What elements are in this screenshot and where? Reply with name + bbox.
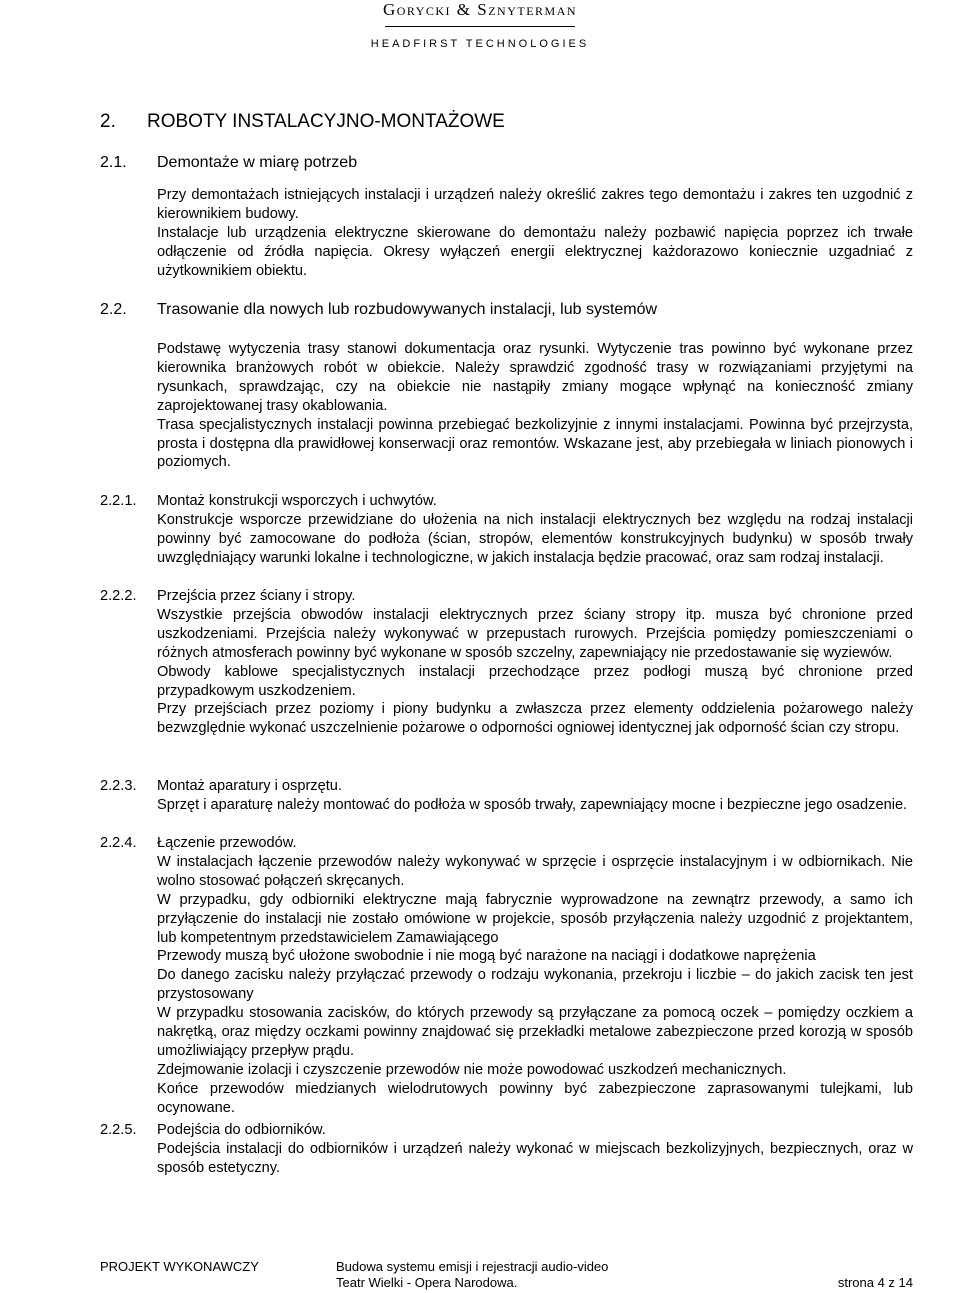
brand-tagline: HEADFIRST TECHNOLOGIES bbox=[370, 38, 590, 50]
subsection-title: Łączenie przewodów. bbox=[157, 835, 297, 851]
paragraph: Obwody kablowe specjalistycznych instalacji przechodzące przez podłogi muszą być chronione przed przypadkowym uszkodzeniem. bbox=[157, 663, 913, 699]
paragraph: Wszystkie przejścia obwodów instalacji elektrycznych przez ściany stropy itp. musza być chronione przed uszkodzeniami. Przejścia należy wykonywać w przepustach rurowych. Przejścia pomiędzy pomieszczeniami o różnych atmosferach powinny być wykonane w sposób szczelny, zapewniający nie przedostawanie się wyziewów. bbox=[157, 606, 913, 661]
paragraph: Do danego zacisku należy przyłączać przewody o rodzaju wykonania, przekroju i liczbie – do jakich zacisk ten jest przystosowany bbox=[157, 967, 913, 1003]
section-number: 2.2. bbox=[100, 301, 127, 318]
footer-client: Teatr Wielki - Opera Narodowa. bbox=[336, 1275, 518, 1290]
footer-project-title: Budowa systemu emisji i rejestracji audio-video bbox=[336, 1259, 609, 1274]
subsection-number: 2.2.2. bbox=[100, 588, 137, 604]
subsection-number: 2.2.4. bbox=[100, 835, 137, 851]
subsection-title: Montaż konstrukcji wsporczych i uchwytów. bbox=[157, 493, 437, 509]
subsection-2-2-1 bbox=[100, 492, 913, 568]
section-body-2-1 bbox=[157, 186, 913, 281]
paragraph: Konstrukcje wsporcze przewidziane do ułożenia na nich instalacji elektrycznych bez względu na rodzaj instalacji powinny być zamocowane do podłoża (ścian, stropów, elementów konstrukcyjnych budynku) w sposób trwały uwzględniający warunki lokalne i technologiczne, w jakich instalacja będzie pracować, oraz sam rodzaj instalacji. bbox=[157, 511, 913, 566]
section-heading-2-1 bbox=[100, 154, 357, 172]
subsection-number: 2.2.1. bbox=[100, 493, 137, 509]
page-footer bbox=[100, 1259, 913, 1293]
subsection-title: Podejścia do odbiorników. bbox=[157, 1122, 326, 1138]
paragraph: W instalacjach łączenie przewodów należy wykonywać w sprzęcie i osprzęcie instalacyjnym i w odbiornikach. Nie wolno stosować połączeń skręcanych. bbox=[157, 853, 913, 889]
footer-project-type: PROJEKT WYKONAWCZY bbox=[100, 1259, 259, 1274]
paragraph: Zdejmowanie izolacji i czyszczenie przewodów nie może powodować uszkodzeń mechanicznych. bbox=[157, 1061, 787, 1078]
section-title: Trasowanie dla nowych lub rozbudowywanych instalacji, lub systemów bbox=[157, 301, 658, 318]
paragraph: W przypadku, gdy odbiorniki elektryczne mają fabrycznie wyprowadzone na zewnątrz przewody, a samo ich przyłączenie do instalacji nie zostało omówione w projekcie, sposób przyłączenia należy uzgodnić z projektantem, lub kompetentnym przedstawicielem Zamawiającego bbox=[157, 891, 913, 946]
subsection-2-2-2 bbox=[100, 587, 913, 738]
footer-page-number: strona 4 z 14 bbox=[837, 1275, 913, 1290]
brand-name: Gorycki & Sznyterman bbox=[382, 0, 578, 19]
paragraph: Instalacje lub urządzenia elektryczne skierowane do demontażu należy pozbawić napięcia poprzez ich trwałe odłączenie od źródła napięcia. Okresy wyłączeń energii elektrycznej każdorazowo koniecznie uzgadniać z użytkownikiem obiektu. bbox=[157, 224, 913, 279]
section-number: 2.1. bbox=[100, 154, 127, 171]
section-body-2-2 bbox=[157, 340, 913, 472]
paragraph: W przypadku stosowania zacisków, do których przewody są przyłączane za pomocą oczek – pomiędzy oczkiem a nakrętką, oraz między oczkami powinny znajdować się przekładki metalowe zabezpieczone przed korozją w sposób umożliwiający przepływ prądu. bbox=[157, 1005, 913, 1059]
section-title: Demontaże w miarę potrzeb bbox=[157, 154, 358, 171]
paragraph: Końce przewodów miedzianych wielodrutowych powinny być zabezpieczone zaprasowanymi tulejkami, lub ocynowane. bbox=[157, 1080, 913, 1116]
paragraph: Sprzęt i aparaturę należy montować do podłoża w sposób trwały, zapewniający mocne i bezpieczne jego osadzenie. bbox=[157, 796, 908, 813]
paragraph: Podstawę wytyczenia trasy stanowi dokumentacja oraz rysunki. Wytyczenie tras powinno być wykonane przez kierownika branżowych robót w obiekcie. Należy sprawdzić zgodność trasy w rozwiązaniami przyjętymi na rysunkach, sprawdzając, czy na obiekcie nie nastąpiły zmiany mogące wpłynąć na konieczność zmiany zaprojektowanej trasy okablowania. bbox=[157, 341, 913, 414]
paragraph: Przy przejściach przez poziomy i piony budynku a zwłaszcza przez elementy oddzielenia pożarowego należy bezwzględnie wykonać uszczelnienie pożarowe o odporności ogniowej identycznej jak odporność ścian czy stropu. bbox=[157, 701, 913, 737]
paragraph: Podejścia instalacji do odbiorników i urządzeń należy wykonać w miejscach bezkolizyjnych, bezpiecznych, oraz w sposób estetyczny. bbox=[157, 1140, 913, 1176]
footer-project-info bbox=[336, 1259, 608, 1291]
section-heading-2-2 bbox=[100, 301, 657, 319]
paragraph: Trasa specjalistycznych instalacji powinna przebiegać bezkolizyjnie z innymi instalacjami. Powinna być przejrzysta, prosta i dostępna dla prawidłowej konserwacji oraz remontów. Wskazane jest, aby przebiegała w liniach pionowych i poziomych. bbox=[157, 416, 913, 471]
subsection-number: 2.2.5. bbox=[100, 1122, 137, 1138]
subsection-number: 2.2.3. bbox=[100, 778, 137, 794]
subsection-title: Przejścia przez ściany i stropy. bbox=[157, 588, 356, 604]
subsection-2-2-5 bbox=[100, 1121, 913, 1178]
subsection-title: Montaż aparatury i osprzętu. bbox=[157, 778, 342, 794]
header-divider bbox=[385, 26, 575, 27]
paragraph: Przewody muszą być ułożone swobodnie i nie mogą być narażone na naciągi i dodatkowe naprężenia bbox=[157, 948, 816, 965]
chapter-number: 2. bbox=[100, 111, 116, 132]
chapter-title: ROBOTY INSTALACYJNO-MONTAŻOWE bbox=[147, 111, 505, 132]
subsection-2-2-4 bbox=[100, 834, 913, 1118]
chapter-heading bbox=[100, 111, 505, 133]
subsection-2-2-3 bbox=[100, 777, 913, 815]
page-header bbox=[0, 0, 960, 50]
paragraph: Przy demontażach istniejących instalacji i urządzeń należy określić zakres tego demontażu i zakres ten uzgodnić z kierownikiem budowy. bbox=[157, 187, 913, 222]
